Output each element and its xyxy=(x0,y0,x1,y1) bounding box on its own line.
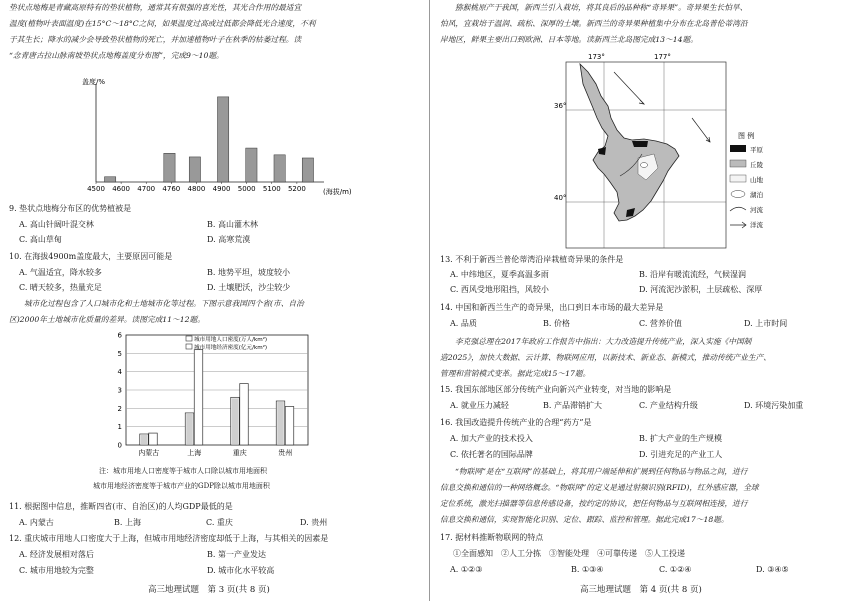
chart2-note: 注：城市用地人口密度等于城市人口除以城市用地面积 xyxy=(99,467,267,475)
chart2-note: 城市用地经济密度等于城市产业的GDP除以城市用地面积 xyxy=(93,482,270,490)
chart1-x-tick: 4900 xyxy=(212,185,231,193)
q13-option-a[interactable]: A. 中纬地区，夏季高温多雨 xyxy=(450,270,549,279)
q16-option-d[interactable]: D. 引进充足的产业工人 xyxy=(639,450,723,459)
q14-option-a[interactable]: A. 品质 xyxy=(450,319,477,328)
legend-lake: 湖泊 xyxy=(750,191,763,199)
q17-option-d[interactable]: D. ③④⑤ xyxy=(756,565,789,574)
chart1-xlabel: (海拔/m) xyxy=(323,188,352,196)
q9-option-c[interactable]: C. 高山草甸 xyxy=(19,235,62,244)
legend-swatch-current xyxy=(730,222,746,228)
q17-stem: 17. 据材料推断物联网的特点 xyxy=(440,533,544,542)
chart2-y-tick: 1 xyxy=(117,423,122,432)
chart1-bar xyxy=(246,148,257,182)
q14-option-c[interactable]: C. 营养价值 xyxy=(639,319,682,328)
chart2-y-tick: 2 xyxy=(117,404,122,413)
q9-stem: 9. 垫状点地梅分布区的优势植被是 xyxy=(9,204,132,213)
q11-option-d[interactable]: D. 贵州 xyxy=(300,518,328,527)
legend-swatch-mountain xyxy=(730,175,746,182)
q11-stem: 11. 根据图中信息，推断四省(市、自治区)的人均GDP最低的是 xyxy=(9,502,233,511)
q12-option-b[interactable]: B. 第一产业发达 xyxy=(207,550,266,559)
legend-river: 河流 xyxy=(750,206,763,214)
chart1-x-tick: 4760 xyxy=(162,185,181,193)
q13-option-c[interactable]: C. 西风受地形阻挡，风较小 xyxy=(450,285,549,294)
legend-mountain: 山地 xyxy=(750,176,763,184)
chart2-bar-economic xyxy=(194,350,203,445)
legend-swatch-economic xyxy=(186,344,192,349)
intro2-line: 李克强总理在2017年政府工作报告中指出：大力改造提升传统产业，深入实施《中国制 xyxy=(455,337,752,346)
intro3-line: “物联网”是在“互联网”的基础上，将其用户端延伸和扩展到任何物品与物品之间，进行 xyxy=(455,467,748,476)
chart2-bar-population-fill xyxy=(186,414,193,444)
q9-option-b[interactable]: B. 高山灌木林 xyxy=(207,220,258,229)
ocean-current-arrow xyxy=(692,118,710,142)
chart1-x-tick: 4600 xyxy=(112,185,131,193)
chart1-x-tick: 5000 xyxy=(237,185,256,193)
q10-option-b[interactable]: B. 地势平坦，坡度较小 xyxy=(207,268,290,277)
page-footer: 高三地理试题 第 3 页(共 8 页) xyxy=(148,585,270,595)
q16-option-a[interactable]: A. 加大产业的技术投入 xyxy=(450,434,533,443)
chart2-x-tick: 贵州 xyxy=(278,449,293,457)
legend-population-density: 城市用地人口密度(万人/km²) xyxy=(194,337,268,343)
intro-line: “念青唐古拉山脉南坡垫状点地梅盖度分布图”，完成9～10题。 xyxy=(9,51,224,60)
ocean-current-arrow xyxy=(639,100,644,104)
chart2-x-tick: 重庆 xyxy=(232,449,247,457)
lon-label-173: 173° xyxy=(588,53,605,61)
intro3-line: 信息交换和通信的一种网络概念。“物联网”的定义是通过射频识别(RFID)，红外感应器，全球 xyxy=(440,483,759,492)
legend-swatch-river xyxy=(730,207,746,211)
chart2-y-tick: 5 xyxy=(117,349,122,358)
lon-label-177: 177° xyxy=(654,53,671,61)
chart1-bar xyxy=(189,157,200,182)
cover-distribution-chart xyxy=(60,70,380,198)
q10-stem: 10. 在海拔4900m盖度最大，主要原因可能是 xyxy=(9,252,173,261)
q16-stem: 16. 我国改造提升传统产业的合理“药方”是 xyxy=(440,418,592,427)
intro2-line: 管理和营销模式变革。据此完成15～17题。 xyxy=(440,369,591,378)
q15-stem: 15. 我国东部地区部分传统产业向新兴产业转变，对当地的影响是 xyxy=(440,385,672,394)
chart1-bar xyxy=(274,155,285,182)
q14-option-b[interactable]: B. 价格 xyxy=(543,319,570,328)
lake xyxy=(641,163,648,168)
chart2-x-tick: 内蒙古 xyxy=(138,449,160,457)
q13-stem: 13. 不利于新西兰普伦蒂湾沿岸栽植奇异果的条件是 xyxy=(440,255,624,264)
q15-option-d[interactable]: D. 环境污染加重 xyxy=(744,401,804,410)
legend-swatch-population xyxy=(186,336,192,341)
q11-option-b[interactable]: B. 上海 xyxy=(114,518,141,527)
legend-current: 洋流 xyxy=(750,221,763,229)
chart1-x-tick: 4800 xyxy=(187,185,206,193)
urbanization-quality-chart xyxy=(112,331,312,461)
intro2-line: 城市化过程包含了人口城市化和土地城市化等过程。下图示意我国四个省(市、自治 xyxy=(24,299,304,308)
chart1-x-tick: 5100 xyxy=(262,185,281,193)
map-legend-title: 图 例 xyxy=(738,132,755,140)
chart1-bar xyxy=(104,177,115,182)
chart2-bar-economic xyxy=(149,433,158,445)
chart1-x-tick: 4500 xyxy=(87,185,105,193)
q9-option-a[interactable]: A. 高山针阔叶混交林 xyxy=(19,220,94,229)
exam-page-4 xyxy=(431,0,860,601)
q10-option-c[interactable]: C. 晴天较多，热量充足 xyxy=(19,283,102,292)
legend-swatch-plain xyxy=(730,145,746,152)
q13-option-d[interactable]: D. 河流泥沙淤积，土层疏松、深厚 xyxy=(639,285,763,294)
q15-option-c[interactable]: C. 产业结构升级 xyxy=(639,401,698,410)
intro-line: 于其生长；降水的减少会导致垫状植物的死亡，并加速植物叶子在秋季的枯萎过程。读 xyxy=(9,35,302,44)
q15-option-a[interactable]: A. 就业压力减轻 xyxy=(450,401,509,410)
q12-option-a[interactable]: A. 经济发展相对落后 xyxy=(19,550,94,559)
new-zealand-north-island-map xyxy=(554,50,794,250)
q16-option-c[interactable]: C. 依托著名的国际品牌 xyxy=(450,450,533,459)
q17-items: ①全面感知 ②人工分拣 ③智能处理 ④可靠传递 ⑤人工投递 xyxy=(453,549,685,558)
chart2-y-tick: 4 xyxy=(117,368,122,377)
q17-option-a[interactable]: A. ①②③ xyxy=(450,565,483,574)
page-footer: 高三地理试题 第 4 页(共 8 页) xyxy=(580,585,702,595)
intro-line: 怕风，宜栽培于温润、疏松、深厚的土壤。新西兰的奇异果种植集中分布在北岛普伦蒂湾沿 xyxy=(440,19,748,28)
q15-option-b[interactable]: B. 产品滞销扩大 xyxy=(543,401,602,410)
intro-line: 垫状点地梅是青藏高原特有的垫状植物，通常其有很强的喜光性，其光合作用的最适宜 xyxy=(9,3,302,12)
chart1-x-tick: 4700 xyxy=(137,185,156,193)
legend-plain: 平原 xyxy=(750,146,763,154)
legend-swatch-hills xyxy=(730,160,746,167)
intro-line: 猕猴桃原产于我国，新西兰引入栽培，将其良后的品种称“奇异果”。奇异果生长怕旱、 xyxy=(455,3,748,12)
chart2-bar-economic xyxy=(285,407,294,446)
chart1-bar xyxy=(217,97,228,182)
q16-option-b[interactable]: B. 扩大产业的生产规模 xyxy=(639,434,722,443)
chart2-y-tick: 0 xyxy=(117,441,122,450)
lat-label-36: 36° xyxy=(554,102,567,110)
intro3-line: 定位系统，激光扫描器等信息传感设备，按约定的协议，把任何物品与互联网相连接，进行 xyxy=(440,499,748,508)
chart1-bar xyxy=(302,158,313,182)
chart2-x-tick: 上海 xyxy=(187,449,202,457)
legend-swatch-lake xyxy=(731,191,745,198)
q17-option-b[interactable]: B. ①③④ xyxy=(571,565,604,574)
intro3-line: 信息交换和通信，实现智能化识别、定位、跟踪、监控和管理。据此完成17～18题。 xyxy=(440,515,729,524)
exam-page-3 xyxy=(0,0,429,601)
q9-option-d[interactable]: D. 高寒荒漠 xyxy=(207,235,251,244)
q10-option-d[interactable]: D. 土壤肥沃，沙尘较少 xyxy=(207,283,291,292)
chart1-bar xyxy=(164,153,175,182)
chart2-bar-economic xyxy=(240,384,249,445)
q12-option-c[interactable]: C. 城市用地较为完整 xyxy=(19,566,94,575)
chart2-bar-population-fill xyxy=(141,435,148,444)
chart1-x-tick: 5200 xyxy=(287,185,306,193)
lat-label-40: 40° xyxy=(554,194,567,202)
intro2-line: 造2025》，加快大数据、云计算、物联网应用，以新技术、新业态、新模式，推动传统产业生产、 xyxy=(440,353,771,362)
chart2-bar-population-fill xyxy=(277,402,284,444)
q11-option-c[interactable]: C. 重庆 xyxy=(206,518,233,527)
chart2-y-tick: 6 xyxy=(117,331,122,340)
chart2-y-tick: 3 xyxy=(117,386,122,395)
chart2-bar-population-fill xyxy=(232,398,239,444)
legend-hills: 丘陵 xyxy=(750,161,763,169)
q14-stem: 14. 中国和新西兰生产的奇异果，出口到日本市场的最大差异是 xyxy=(440,303,664,312)
q12-stem: 12. 重庆城市用地人口密度大于上海，但城市用地经济密度却低于上海，与其相关的因素是 xyxy=(9,534,329,543)
q11-option-a[interactable]: A. 内蒙古 xyxy=(19,518,54,527)
q17-option-c[interactable]: C. ①②④ xyxy=(659,565,692,574)
q14-option-d[interactable]: D. 上市时间 xyxy=(744,319,788,328)
intro2-line: 区)2000年土地城市化质量的差异。读图完成11～12题。 xyxy=(9,315,205,324)
intro-line: 温度(植物叶表面温度)在15°C～18°C之间，如果温度过高或过低都会降低光合速度，不利 xyxy=(9,19,316,28)
q12-option-d[interactable]: D. 城市化水平较高 xyxy=(207,566,275,575)
q10-option-a[interactable]: A. 气温适宜，降水较多 xyxy=(19,268,102,277)
chart2-legend xyxy=(186,335,267,351)
plain-area xyxy=(632,141,648,147)
plain-area xyxy=(598,147,606,155)
legend-economic-density: 城市用地经济密度(亿元/km²) xyxy=(194,345,268,351)
intro-line: 岸地区，鲜果主要出口到欧洲、日本等地。读新西兰北岛图完成13～14题。 xyxy=(440,35,698,44)
ocean-current-arrow xyxy=(614,72,644,104)
chart1-ylabel: 盖度/% xyxy=(82,78,106,86)
page-divider xyxy=(429,0,430,601)
q13-option-b[interactable]: B. 沿岸有暖流流经，气候湿润 xyxy=(639,270,746,279)
